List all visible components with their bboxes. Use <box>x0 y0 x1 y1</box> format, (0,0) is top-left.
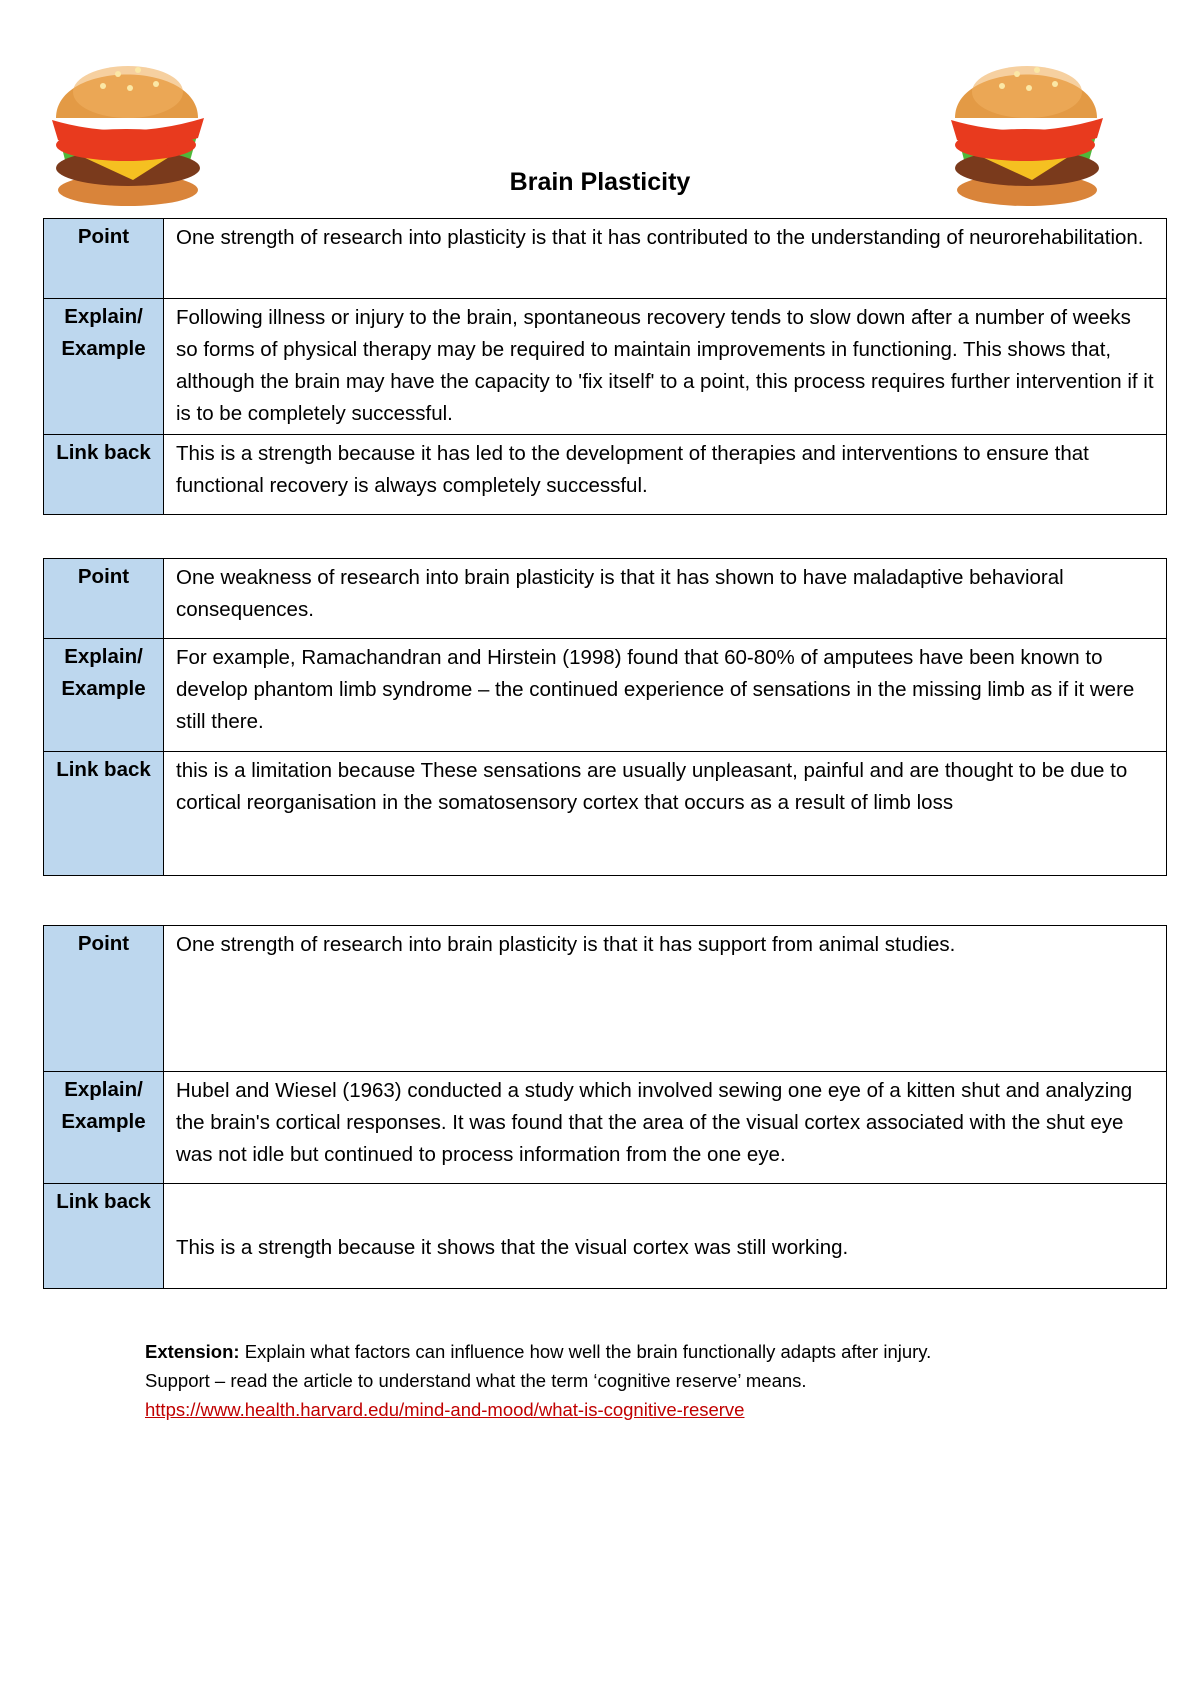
row-label: Point <box>44 926 164 1072</box>
row-text-value: This is a strength because it shows that the visual cortex was still working. <box>176 1236 849 1259</box>
row-text: One strength of research into brain plasticity is that it has support from animal studies. <box>164 926 1167 1072</box>
row-text: Following illness or injury to the brain, spontaneous recovery tends to slow down after a number of weeks so forms of physical therapy may be required to maintain improvements in functioning. This shows that, although the brain may have the capacity to 'fix itself' to a point, this process requires further intervention if it is to be completely successful. <box>164 299 1167 435</box>
pee-table-3 <box>43 925 1167 1289</box>
table-row <box>44 1184 1167 1289</box>
row-text: Hubel and Wiesel (1963) conducted a study which involved sewing one eye of a kitten shut and analyzing the brain's cortical responses. It was found that the area of the visual cortex associated with the shut eye was not idle but continued to process information from the one eye. <box>164 1072 1167 1184</box>
extension-text: Explain what factors can influence how well the brain functionally adapts after injury. <box>239 1341 932 1362</box>
table-row <box>44 926 1167 1072</box>
pee-table-1 <box>43 218 1167 515</box>
row-text: One weakness of research into brain plasticity is that it has shown to have maladaptive behavioral consequences. <box>164 559 1167 639</box>
page-title: Brain Plasticity <box>509 168 691 196</box>
table-row <box>44 1072 1167 1184</box>
table-row <box>44 639 1167 752</box>
table-row <box>44 299 1167 435</box>
table-row <box>44 559 1167 639</box>
row-label: Point <box>44 559 164 639</box>
row-text <box>164 1184 1167 1289</box>
pee-table-2 <box>43 558 1167 876</box>
extension-support: Support – read the article to understand what the term ‘cognitive reserve’ means. <box>145 1370 807 1391</box>
table-row <box>44 219 1167 299</box>
row-text: this is a limitation because These sensations are usually unpleasant, painful and are thought to be due to cortical reorganisation in the somatosensory cortex that occurs as a result of limb loss <box>164 752 1167 876</box>
row-text: For example, Ramachandran and Hirstein (1998) found that 60-80% of amputees have been known to develop phantom limb syndrome – the continued experience of sensations in the missing limb as if it were still there. <box>164 639 1167 752</box>
row-label: Link back <box>44 752 164 876</box>
row-label: Explain/ Example <box>44 299 164 435</box>
row-label: Explain/ Example <box>44 639 164 752</box>
row-label: Explain/ Example <box>44 1072 164 1184</box>
row-text: This is a strength because it has led to the development of therapies and interventions to ensure that functional recovery is always completely successful. <box>164 435 1167 515</box>
extension-block <box>145 1337 931 1424</box>
row-text: One strength of research into plasticity is that it has contributed to the understanding of neurorehabilitation. <box>164 219 1167 299</box>
row-label: Point <box>44 219 164 299</box>
extension-task <box>145 1337 931 1366</box>
table-row <box>44 752 1167 876</box>
extension-label: Extension: <box>145 1341 240 1362</box>
article-link[interactable]: https://www.health.harvard.edu/mind-and-mood/what-is-cognitive-reserve <box>145 1399 745 1420</box>
table-row <box>44 435 1167 515</box>
row-label: Link back <box>44 435 164 515</box>
row-label: Link back <box>44 1184 164 1289</box>
